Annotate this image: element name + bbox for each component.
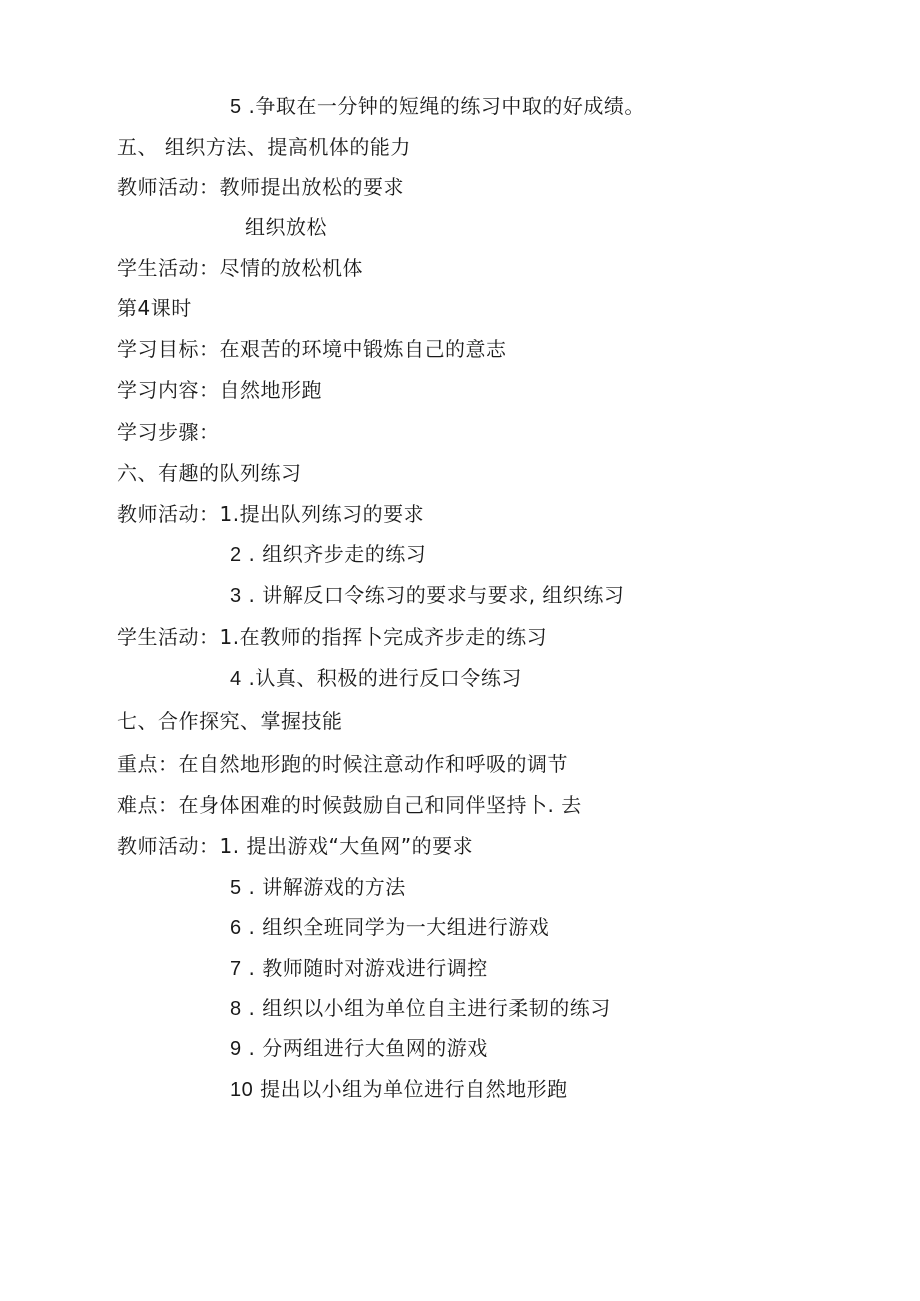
text-line: 教师活动：1. 提出游戏“大鱼网”的要求: [117, 834, 474, 858]
list-number: 6: [230, 917, 242, 939]
section-heading: 七、合作探究、掌握技能: [117, 709, 343, 733]
text-line: 学习目标：在艰苦的环境中锻炼自己的意志: [117, 337, 507, 361]
text-line: 学生活动：尽情的放松机体: [117, 256, 363, 280]
list-number: 10: [230, 1079, 254, 1101]
text-line: [230, 541, 426, 568]
line-text: . 教师随时对游戏进行调控: [241, 956, 488, 980]
line-text: .争取在一分钟的短绳的练习中取的好成绩。: [241, 94, 645, 118]
line-text: . 讲解反口令练习的要求与要求, 组织练习: [241, 583, 625, 607]
line-text: . 分两组进行大鱼网的游戏: [241, 1036, 488, 1060]
text-line: [230, 93, 645, 120]
line-text: .认真、积极的进行反口令练习: [241, 666, 522, 690]
list-number: 4: [230, 668, 242, 690]
section-heading: 六、有趣的队列练习: [117, 461, 302, 485]
text-line: 组织放松: [245, 215, 327, 239]
text-line: 重点：在自然地形跑的时候注意动作和呼吸的调节: [117, 752, 568, 776]
line-text: . 组织齐步走的练习: [241, 542, 427, 566]
list-number: 8: [230, 998, 242, 1020]
text-line: [230, 1076, 568, 1103]
list-number: 7: [230, 958, 242, 980]
list-number: 2: [230, 544, 242, 566]
text-line: [230, 665, 522, 692]
text-line: [230, 582, 624, 609]
lesson-heading: 第4课时: [117, 296, 192, 320]
text-line: [230, 955, 488, 982]
line-text: 提出以小组为单位进行自然地形跑: [253, 1077, 568, 1101]
line-text: . 组织以小组为单位自主进行柔韧的练习: [241, 996, 611, 1020]
text-line: 学习内容：自然地形跑: [117, 378, 322, 402]
text-line: [230, 914, 549, 941]
text-line: 教师活动：教师提出放松的要求: [117, 175, 404, 199]
list-number: 9: [230, 1038, 242, 1060]
list-number: 5: [230, 96, 242, 118]
list-number: 3: [230, 585, 242, 607]
text-line: 学生活动：1.在教师的指挥卜完成齐步走的练习: [117, 625, 548, 649]
line-text: . 讲解游戏的方法: [241, 875, 406, 899]
text-line: [230, 1035, 488, 1062]
text-line: 学习步骤：: [117, 420, 220, 444]
section-heading: 五、 组织方法、提高机体的能力: [117, 135, 411, 159]
line-text: . 组织全班同学为一大组进行游戏: [241, 915, 550, 939]
text-line: [230, 874, 406, 901]
text-line: [230, 995, 611, 1022]
text-line: 教师活动：1.提出队列练习的要求: [117, 502, 425, 526]
list-number: 5: [230, 877, 242, 899]
text-line: 难点：在身体困难的时候鼓励自己和同伴坚持卜. 去: [117, 793, 582, 817]
